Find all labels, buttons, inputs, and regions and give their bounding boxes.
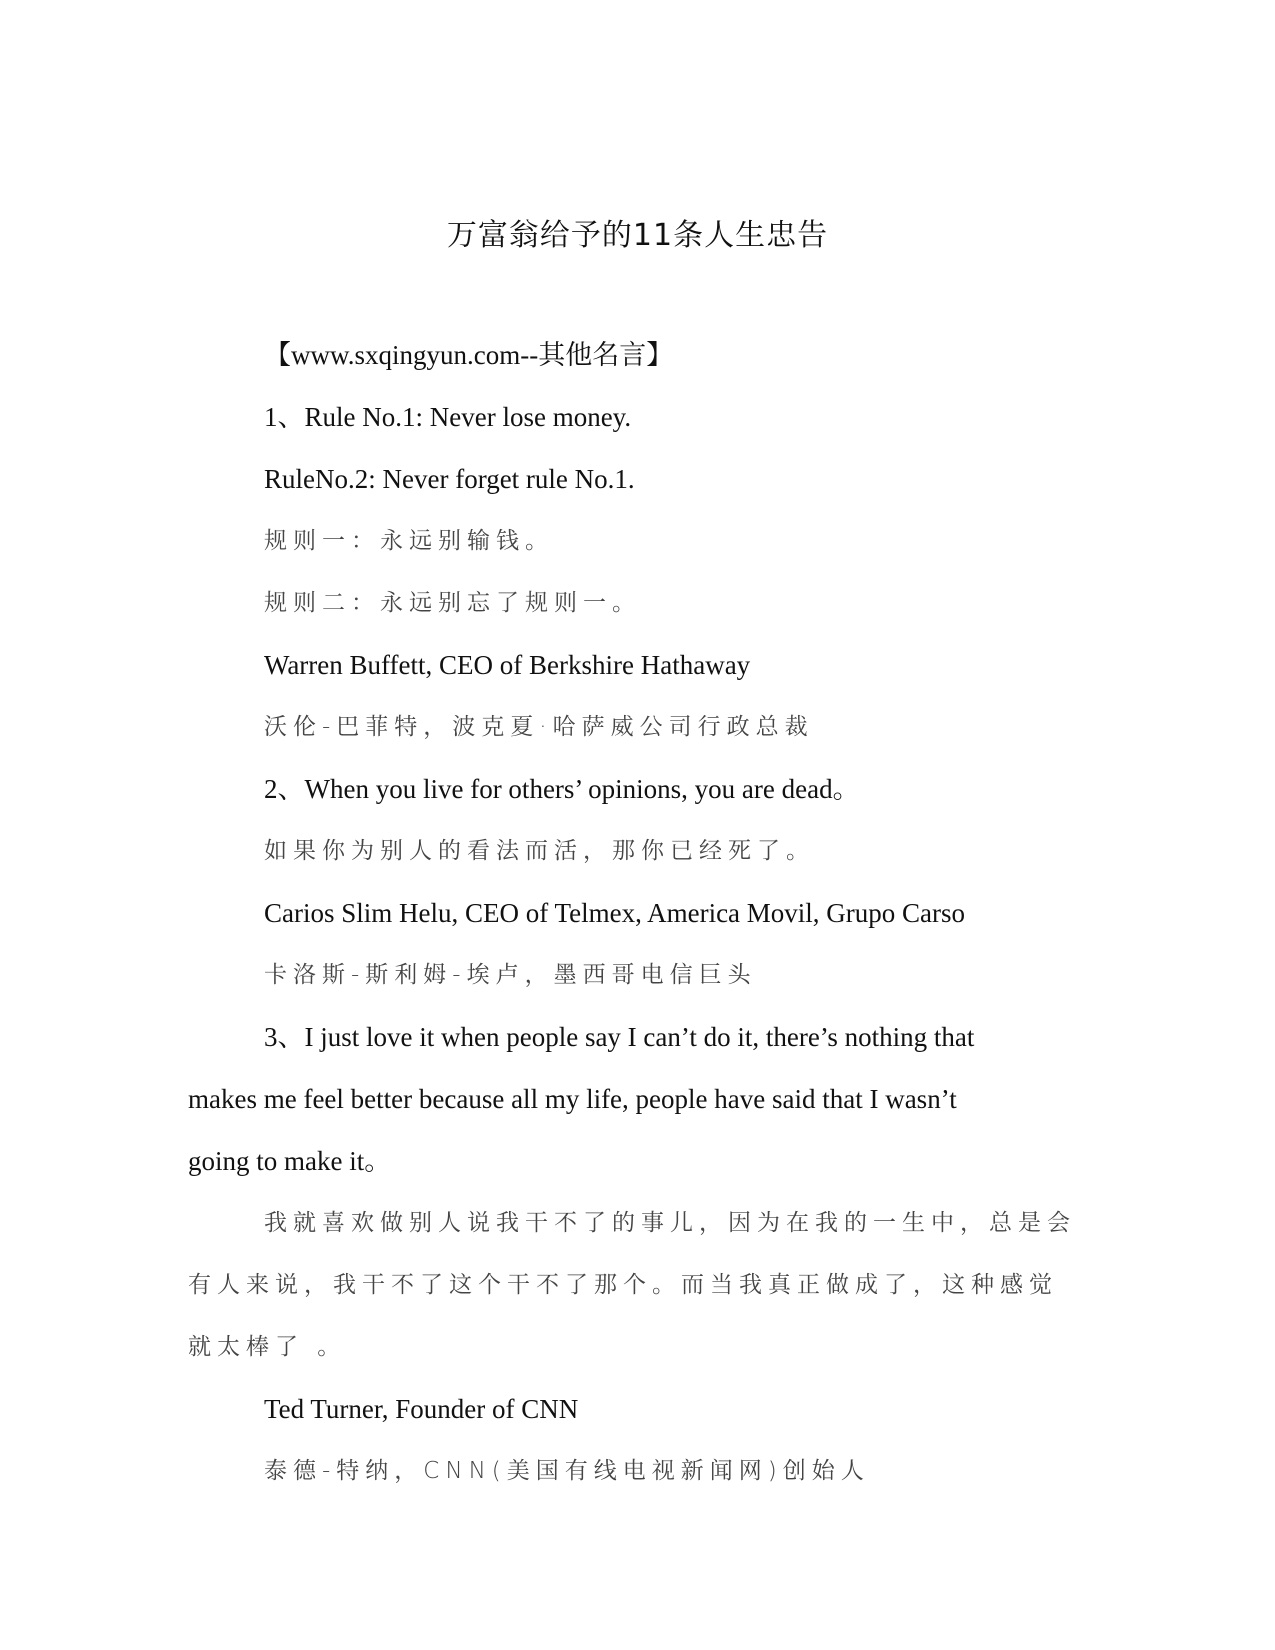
quote-3-author-english: Ted Turner, Founder of CNN [264,1394,579,1424]
quote-1-author-chinese: 沃伦-巴菲特，波克夏·哈萨威公司行政总裁 [264,714,814,740]
quote-3-chinese-line: 就太棒了 。 [188,1334,347,1360]
quote-1-chinese-rule-1: 规则一：永远别输钱。 [264,528,554,554]
quote-3-english-line: 3、I just love it when people say I can’t do it, there’s nothing that [264,1022,975,1052]
quote-2-author-chinese: 卡洛斯-斯利姆-埃卢，墨西哥电信巨头 [264,962,757,988]
source-line: 【www.sxqingyun.com--其他名言】 [264,340,674,370]
quote-2-chinese: 如果你为别人的看法而活，那你已经死了。 [264,838,815,864]
quote-1-english-rule-2: RuleNo.2: Never forget rule No.1. [264,464,635,494]
quote-2-author-english: Carios Slim Helu, CEO of Telmex, America Movil, Grupo Carso [264,898,966,928]
quote-3-english-line: going to make it。 [188,1146,392,1176]
quote-3-chinese-line: 我就喜欢做别人说我干不了的事儿，因为在我的一生中，总是会 [264,1210,1076,1236]
quote-3-english-line: makes me feel better because all my life, people have said that I wasn’t [188,1084,957,1114]
quote-3-author-chinese: 泰德-特纳，CNN(美国有线电视新闻网)创始人 [264,1458,870,1484]
quote-1-english-rule-1: 1、Rule No.1: Never lose money. [264,402,632,432]
quote-3-chinese-line: 有人来说，我干不了这个干不了那个。而当我真正做成了，这种感觉 [188,1272,1058,1298]
quote-1-chinese-rule-2: 规则二：永远别忘了规则一。 [264,590,641,616]
document-body [188,324,1088,1502]
quote-1-author-english: Warren Buffett, CEO of Berkshire Hathaway [264,650,751,680]
document-title: 万富翁给予的11条人生忠告 [446,218,829,253]
quote-2-english: 2、When you live for others’ opinions, you are dead。 [264,774,860,804]
